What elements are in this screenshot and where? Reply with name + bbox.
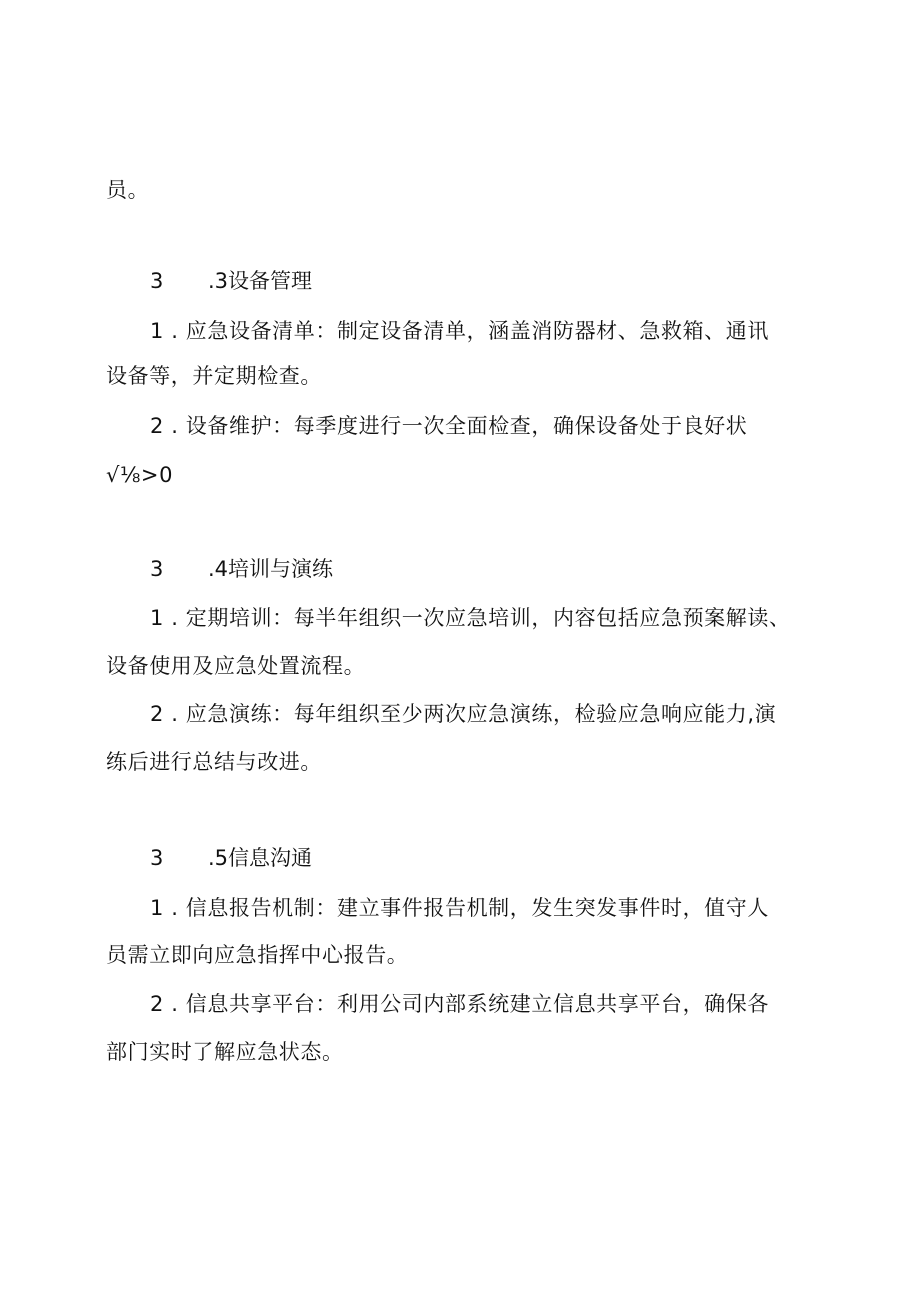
paragraph-line: 部门实时了解应急状态。 xyxy=(106,1040,344,1064)
section-heading-3-3 xyxy=(150,267,312,295)
section-title: .4培训与演练 xyxy=(208,557,334,581)
paragraph-line: 练后进行总结与改进。 xyxy=(106,750,322,774)
section-number: 3 xyxy=(150,269,164,293)
paragraph-line: 设备等，并定期检查。 xyxy=(106,364,322,388)
paragraph-line: 2 . 信息共享平台：利用公司内部系统建立信息共享平台，确保各 xyxy=(150,992,769,1016)
paragraph-line: 员需立即向应急指挥中心报告。 xyxy=(106,943,409,967)
section-title: .5信息沟通 xyxy=(208,846,313,870)
section-number: 3 xyxy=(150,846,164,870)
paragraph-line: 1 . 定期培训：每半年组织一次应急培训，内容包括应急预案解读、 xyxy=(150,606,791,630)
paragraph-line: √⅛>0 xyxy=(106,463,174,487)
paragraph-line: 1 . 信息报告机制：建立事件报告机制，发生突发事件时，值守人 xyxy=(150,896,769,920)
paragraph-line: 2 . 应急演练：每年组织至少两次应急演练，检验应急响应能力,演 xyxy=(150,702,777,726)
section-number: 3 xyxy=(150,557,164,581)
paragraph-line: 设备使用及应急处置流程。 xyxy=(106,654,366,678)
paragraph-line: 1 . 应急设备清单：制定设备清单，涵盖消防器材、急救箱、通讯 xyxy=(150,319,769,343)
carry-over-text: 员。 xyxy=(106,178,150,202)
section-title: .3设备管理 xyxy=(208,269,313,293)
section-heading-3-4 xyxy=(150,555,333,583)
paragraph-line: 2 . 设备维护：每季度进行一次全面检查，确保设备处于良好状 xyxy=(150,414,748,438)
section-heading-3-5 xyxy=(150,844,312,872)
